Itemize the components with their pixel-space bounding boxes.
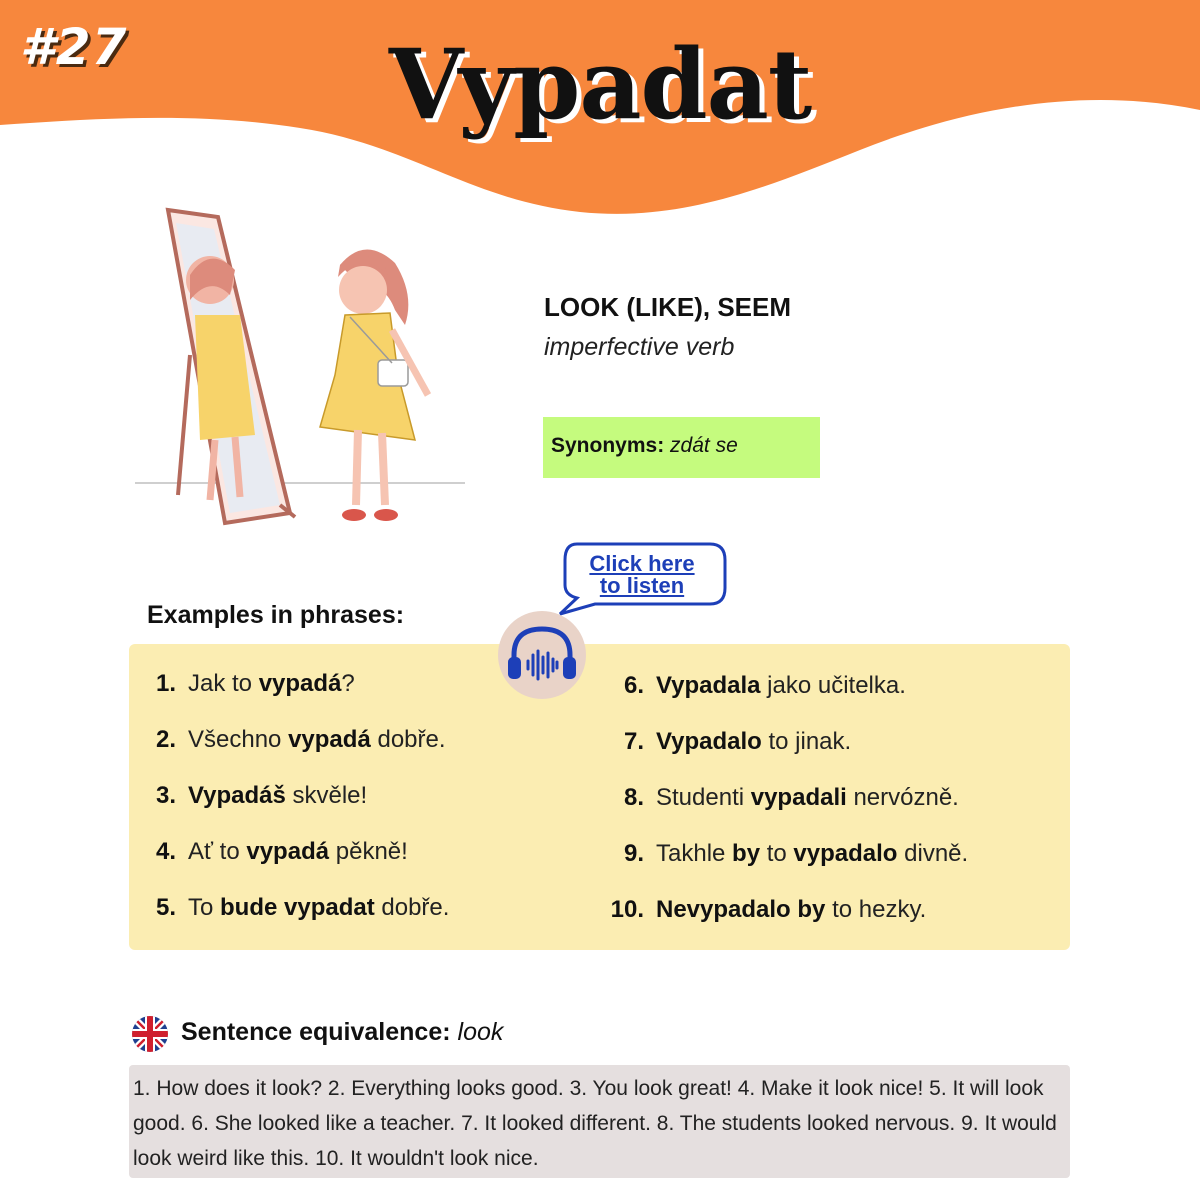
example-text: To (188, 894, 221, 921)
page-title: Vypadat (388, 28, 812, 141)
example-text: Jak to (188, 670, 259, 697)
example-item (598, 896, 926, 924)
example-text: ? (341, 670, 355, 697)
listen-link[interactable] (578, 553, 706, 597)
example-keyword: Vypadalo (656, 728, 762, 755)
example-keyword: Nevypadalo by (656, 896, 826, 923)
example-text: Ať to (188, 838, 247, 865)
example-text: to jinak. (761, 728, 852, 755)
sentence-equivalence-heading (181, 1018, 503, 1047)
synonyms (551, 434, 738, 458)
example-text: pěkně! (329, 838, 408, 865)
example-number: 3. (155, 782, 176, 809)
example-text: nervózně. (846, 784, 959, 811)
example-number: 8. (623, 784, 644, 811)
examples-heading: Examples in phrases: (147, 601, 405, 629)
example-keyword: Vypadáš (188, 782, 286, 809)
example-item (150, 838, 408, 866)
synonyms-label: Synonyms: (551, 434, 665, 457)
example-item (598, 784, 959, 812)
example-keyword: by (732, 840, 761, 867)
example-keyword: Vypadala (656, 672, 761, 699)
example-item (150, 670, 355, 698)
example-keyword: vypadalo (793, 840, 898, 867)
example-number: 2. (155, 726, 176, 753)
example-item (150, 894, 449, 922)
example-keyword: vypadá (258, 670, 342, 697)
example-number: 1. (155, 670, 176, 697)
example-number: 6. (623, 672, 644, 699)
girl-mirror-illustration (130, 205, 470, 535)
listen-line-2[interactable]: to listen (599, 573, 685, 598)
equivalence-word: look (457, 1018, 504, 1046)
verb-meaning: LOOK (LIKE), SEEM (544, 292, 791, 322)
example-keyword: vypadá (288, 726, 371, 753)
uk-flag-icon (131, 1015, 169, 1053)
headphones-graphic (498, 611, 586, 699)
example-text: jako učitelka. (760, 672, 906, 699)
example-item (150, 726, 446, 754)
example-text: skvěle! (285, 782, 368, 809)
example-keyword: vypadali (750, 784, 847, 811)
example-number: 10. (610, 896, 644, 923)
example-number: 4. (155, 838, 176, 865)
example-item (598, 728, 851, 756)
synonyms-value: zdát se (670, 434, 738, 457)
equivalence-label: Sentence equivalence: (181, 1018, 451, 1046)
lesson-number: #27 (20, 18, 128, 76)
example-text: Všechno (188, 726, 289, 753)
example-text: to (760, 840, 794, 867)
headphones-icon[interactable] (498, 611, 586, 699)
example-item (598, 672, 906, 700)
listen-line-1[interactable]: Click here (589, 551, 695, 576)
example-number: 5. (155, 894, 176, 921)
example-text: to hezky. (825, 896, 927, 923)
example-text: Studenti (656, 784, 751, 811)
example-text: divně. (897, 840, 969, 867)
example-item (150, 782, 367, 810)
example-number: 9. (623, 840, 644, 867)
part-of-speech: imperfective verb (544, 333, 735, 361)
example-item (598, 840, 968, 868)
example-keyword: bude vypadat (220, 894, 375, 921)
example-text: dobře. (370, 726, 446, 753)
example-number: 7. (623, 728, 644, 755)
equivalence-translations: 1. How does it look? 2. Everything looks good. 3. You look great! 4. Make it look nice! 5. It will look good. 6. She looked like a teacher. 7. It looked different. 8. The students looked nervous. 9. It would look weird like this. 10. It wouldn't look nice. (133, 1077, 1057, 1170)
example-text: dobře. (374, 894, 450, 921)
example-text: Takhle (656, 840, 733, 867)
example-keyword: vypadá (246, 838, 330, 865)
